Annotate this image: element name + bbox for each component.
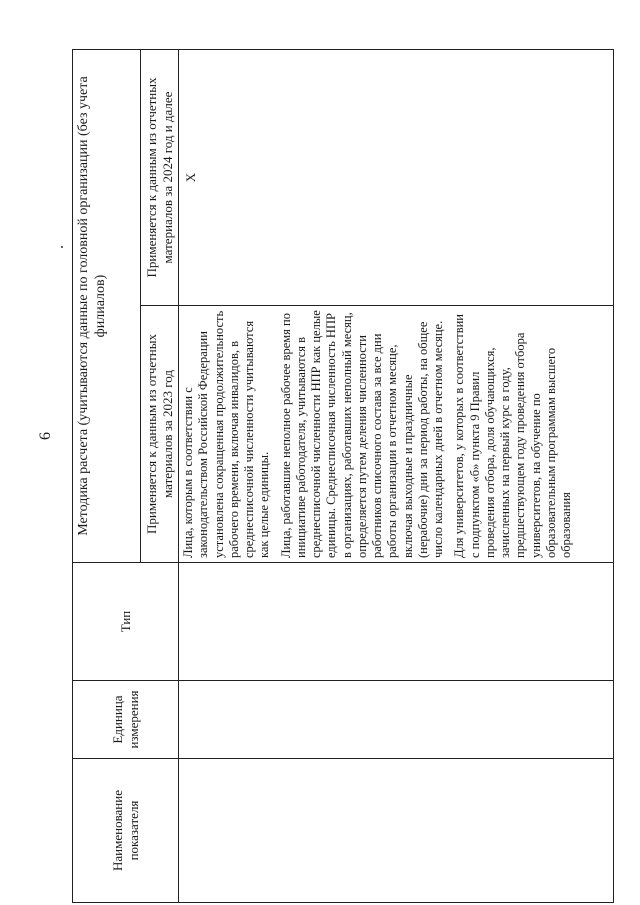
not-applicable-mark: Х <box>183 172 198 183</box>
header-method: Методика расчета (учитываются данные по головной организации (без учета филиалов) <box>73 50 141 563</box>
header-type: Тип <box>73 563 179 681</box>
cell-indicator-name <box>179 759 614 903</box>
cell-unit <box>179 681 614 759</box>
rotated-table-container <box>72 50 614 903</box>
cell-method-2023 <box>179 306 614 563</box>
cell-type <box>179 563 614 681</box>
method-paragraph: Для университетов, у которых в соответствии с подпунктом «б» пункта 9 Правил проведения отбора, доля обучающихся, зачисленных на первый курс в году, предшествующем году проведения отбора университетов, на обучение по образовательным программам высшего образования <box>452 314 573 558</box>
scan-speck <box>61 246 63 248</box>
indicator-table <box>72 49 614 903</box>
header-indicator-name: Наименование показателя <box>73 759 179 903</box>
subheader-2023: Применяется к данным из отчетных материалов за 2023 год <box>141 306 179 563</box>
table-row <box>179 50 614 903</box>
cell-method-2024 <box>179 50 614 306</box>
page-number: 6 <box>37 432 54 440</box>
method-paragraph: Лица, работавшие неполное рабочее время по инициативе работодателя, учитываются в среднесписочной численности НПР как целые единицы. Среднесписочная численность НПР в организациях, работавших неполный месяц, определяется путем деления численности работников списочного состава за все дни работы организации в отчетном месяце, включая выходные и праздничные (нерабочие) дни за период работы, на общее число календарных дней в отчетном месяце. <box>278 310 445 558</box>
method-paragraph: Лица, которым в соответствии с законодательством Российской Федерации установлена сокращенная продолжительность рабочего времени, включая инвалидов, в среднесписочной численности учитываются как целые единицы. <box>181 310 272 558</box>
header-unit: Единица измерения <box>73 681 179 759</box>
subheader-2024: Применяется к данным из отчетных материалов за 2024 год и далее <box>141 50 179 306</box>
